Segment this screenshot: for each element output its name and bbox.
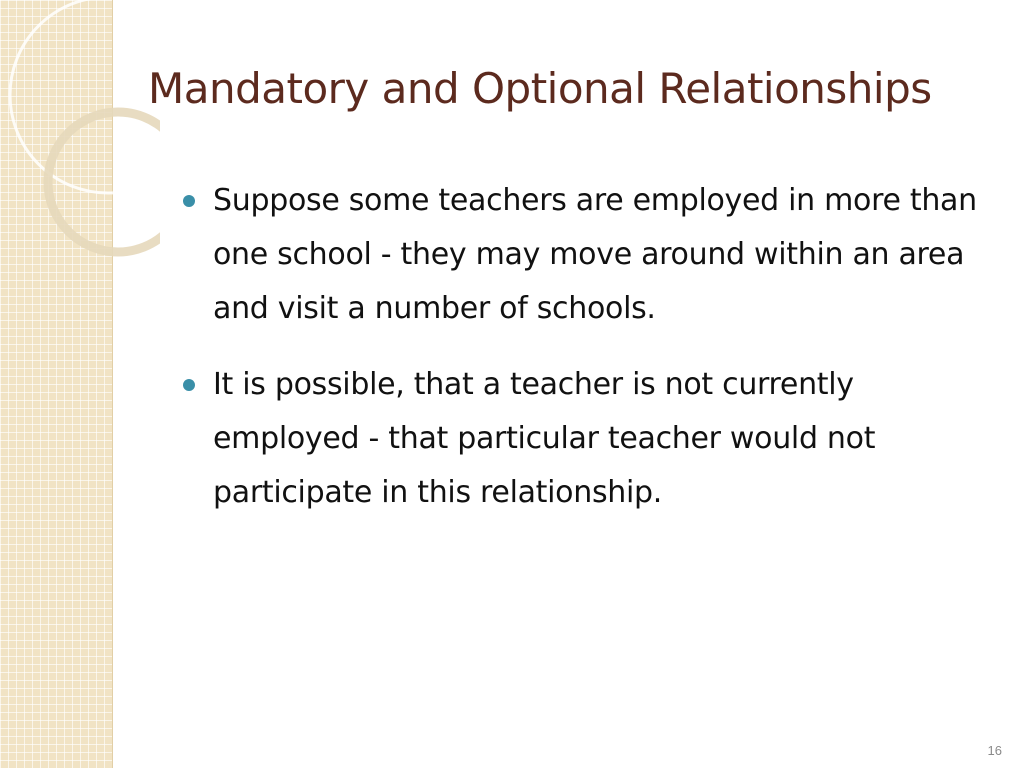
bullet-item <box>178 358 978 520</box>
slide-title: Mandatory and Optional Relationships <box>148 64 932 113</box>
bullet-marker-icon <box>183 195 195 207</box>
bullet-item <box>178 174 978 336</box>
decorative-circle-large <box>10 0 160 193</box>
bullet-marker-icon <box>183 379 195 391</box>
bullet-text: It is possible, that a teacher is not currently employed - that particular teacher would not participate in this relationship. <box>213 367 876 510</box>
page-number: 16 <box>987 743 1002 758</box>
bullet-list <box>178 174 978 542</box>
bullet-text: Suppose some teachers are employed in more than one school - they may move around within an area and visit a number of schools. <box>213 183 977 326</box>
decorative-circles <box>0 0 160 260</box>
